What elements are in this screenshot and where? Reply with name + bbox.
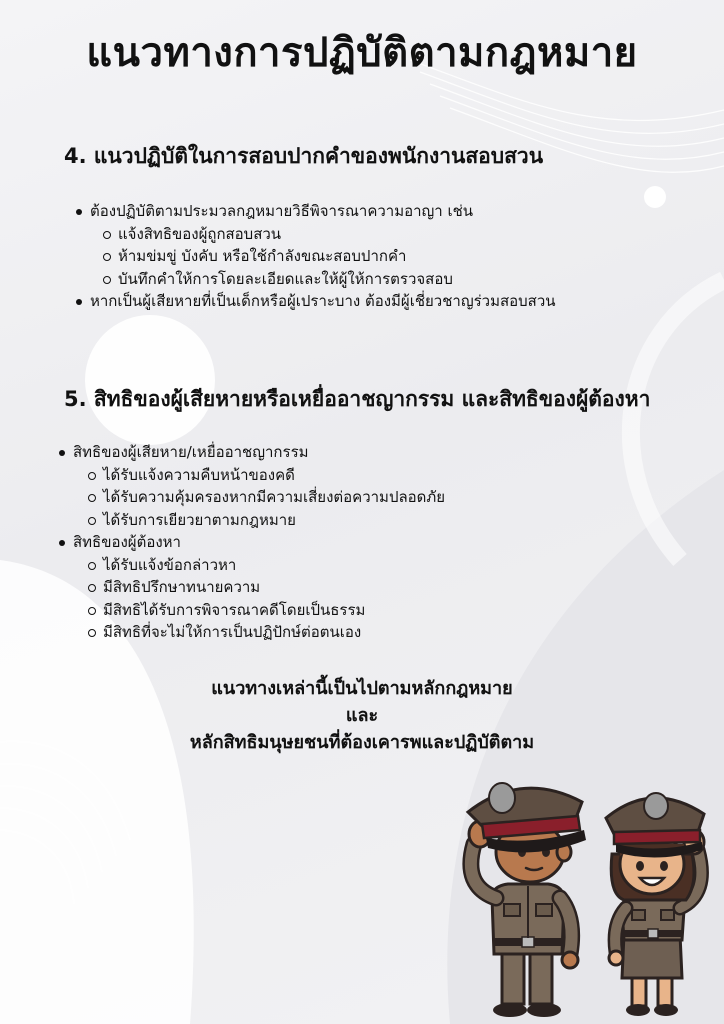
- list-item: [57, 531, 657, 644]
- closing-line-3: หลักสิทธิมนุษยชนที่ต้องเคารพและปฏิบัติตาม: [189, 732, 535, 753]
- closing-line-2: และ: [345, 705, 379, 726]
- sub-list-item: ได้รับแจ้งข้อกล่าวหา: [87, 554, 657, 577]
- sub-list: [87, 554, 657, 644]
- sub-list-item: ได้รับการเยียวยาตามกฎหมาย: [87, 509, 657, 532]
- list-item: [74, 200, 634, 290]
- list-item-text: ต้องปฏิบัติตามประมวลกฎหมายวิธีพิจารณาความอาญา เช่น: [90, 202, 474, 220]
- sub-list: [102, 223, 634, 291]
- male-police-officer-illustration: [452, 768, 602, 1020]
- sub-list-item: บันทึกคำให้การโดยละเอียดและให้ผู้ให้การตรวจสอบ: [102, 268, 634, 291]
- sub-list-item: มีสิทธิปรึกษาทนายความ: [87, 576, 657, 599]
- list-item: [57, 441, 657, 531]
- list-item-text: สิทธิของผู้เสียหาย/เหยื่ออาชญากรรม: [73, 443, 309, 461]
- sub-list-item: แจ้งสิทธิของผู้ถูกสอบสวน: [102, 223, 634, 246]
- sub-list-item: ได้รับความคุ้มครองหากมีความเสี่ยงต่อความปลอดภัย: [87, 486, 657, 509]
- sub-list-item: มีสิทธิได้รับการพิจารณาคดีโดยเป็นธรรม: [87, 599, 657, 622]
- section-4-heading: 4. แนวปฏิบัติในการสอบปากคำของพนักงานสอบสวน: [64, 144, 544, 168]
- sub-list-item: ห้ามข่มขู่ บังคับ หรือใช้กำลังขณะสอบปากคำ: [102, 245, 634, 268]
- closing-line-1: แนวทางเหล่านี้เป็นไปตามหลักกฎหมาย: [211, 678, 513, 699]
- sub-list: [87, 464, 657, 532]
- list-item: [74, 290, 634, 313]
- list-item-text: หากเป็นผู้เสียหายที่เป็นเด็กหรือผู้เปราะบาง ต้องมีผู้เชี่ยวชาญร่วมสอบสวน: [90, 292, 556, 310]
- section-5-heading: 5. สิทธิของผู้เสียหายหรือเหยื่ออาชญากรรม และสิทธิของผู้ต้องหา: [64, 387, 651, 411]
- section-5-list: [57, 441, 657, 644]
- sub-list-item: ได้รับแจ้งความคืบหน้าของคดี: [87, 464, 657, 487]
- list-item-text: สิทธิของผู้ต้องหา: [73, 533, 181, 551]
- female-police-officer-illustration: [594, 784, 716, 1020]
- section-4-list: [74, 200, 634, 313]
- closing-statement: [90, 675, 634, 756]
- page-title: แนวทางการปฏิบัติตามกฎหมาย: [86, 30, 638, 76]
- sub-list-item: มีสิทธิที่จะไม่ให้การเป็นปฏิปักษ์ต่อตนเอง: [87, 621, 657, 644]
